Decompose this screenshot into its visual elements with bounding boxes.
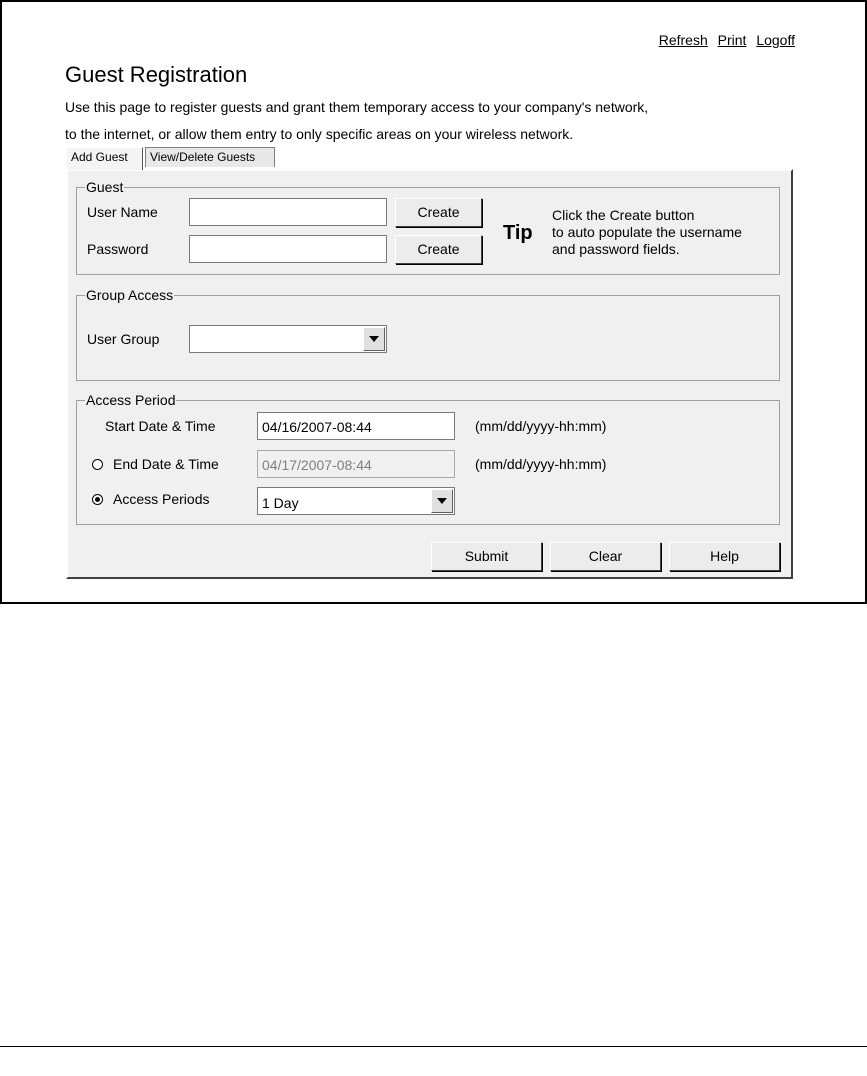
access-periods-label: Access Periods	[113, 491, 210, 507]
tip-line: to auto populate the username	[552, 224, 742, 240]
access-periods-select[interactable]	[257, 487, 455, 515]
tip-heading: Tip	[503, 222, 533, 244]
help-button[interactable]: Help	[669, 542, 780, 571]
page-title: Guest Registration	[65, 62, 248, 87]
access-period-fieldset	[76, 392, 780, 525]
clear-button[interactable]: Clear	[550, 542, 661, 571]
password-input[interactable]	[189, 235, 387, 263]
end-datetime-input[interactable]: 04/17/2007-08:44	[257, 450, 455, 478]
add-guest-panel	[66, 169, 793, 579]
page-description-line1: Use this page to register guests and grant them temporary access to your company's network,	[65, 99, 649, 115]
password-label: Password	[87, 241, 149, 257]
tab-add-guest[interactable]: Add Guest	[66, 147, 143, 170]
user-group-label: User Group	[87, 331, 160, 347]
guest-fieldset	[76, 179, 780, 275]
end-datetime-radio[interactable]	[92, 459, 103, 470]
access-periods-value: 1 Day	[262, 495, 299, 511]
page-description-line2: to the internet, or allow them entry to only specific areas on your wireless network.	[65, 126, 574, 142]
username-input[interactable]	[189, 198, 387, 226]
tab-view-delete-guests[interactable]: View/Delete Guests	[145, 147, 275, 167]
page-footer-rule	[0, 1046, 867, 1047]
start-format-hint: (mm/dd/yyyy-hh:mm)	[475, 418, 607, 434]
tip-line: and password fields.	[552, 241, 680, 257]
tip-text	[552, 207, 742, 258]
create-password-button[interactable]: Create	[395, 235, 482, 264]
username-label: User Name	[87, 204, 158, 220]
group-access-legend: Group Access	[86, 287, 174, 303]
end-datetime-label: End Date & Time	[113, 456, 219, 472]
logoff-link[interactable]: Logoff	[756, 32, 795, 48]
group-access-fieldset	[76, 287, 780, 381]
top-links	[653, 32, 795, 48]
access-period-legend: Access Period	[86, 392, 176, 408]
chevron-down-icon[interactable]	[431, 489, 453, 513]
chevron-down-icon[interactable]	[363, 327, 385, 351]
user-group-select[interactable]	[189, 325, 387, 353]
submit-button[interactable]: Submit	[431, 542, 542, 571]
tip-line: Click the Create button	[552, 207, 695, 223]
end-format-hint: (mm/dd/yyyy-hh:mm)	[475, 456, 607, 472]
access-periods-radio[interactable]	[92, 494, 103, 505]
print-link[interactable]: Print	[717, 32, 747, 48]
guest-legend: Guest	[86, 179, 124, 195]
refresh-link[interactable]: Refresh	[658, 32, 708, 48]
start-datetime-input[interactable]: 04/16/2007-08:44	[257, 412, 455, 440]
start-datetime-label: Start Date & Time	[105, 418, 216, 434]
create-username-button[interactable]: Create	[395, 198, 482, 227]
